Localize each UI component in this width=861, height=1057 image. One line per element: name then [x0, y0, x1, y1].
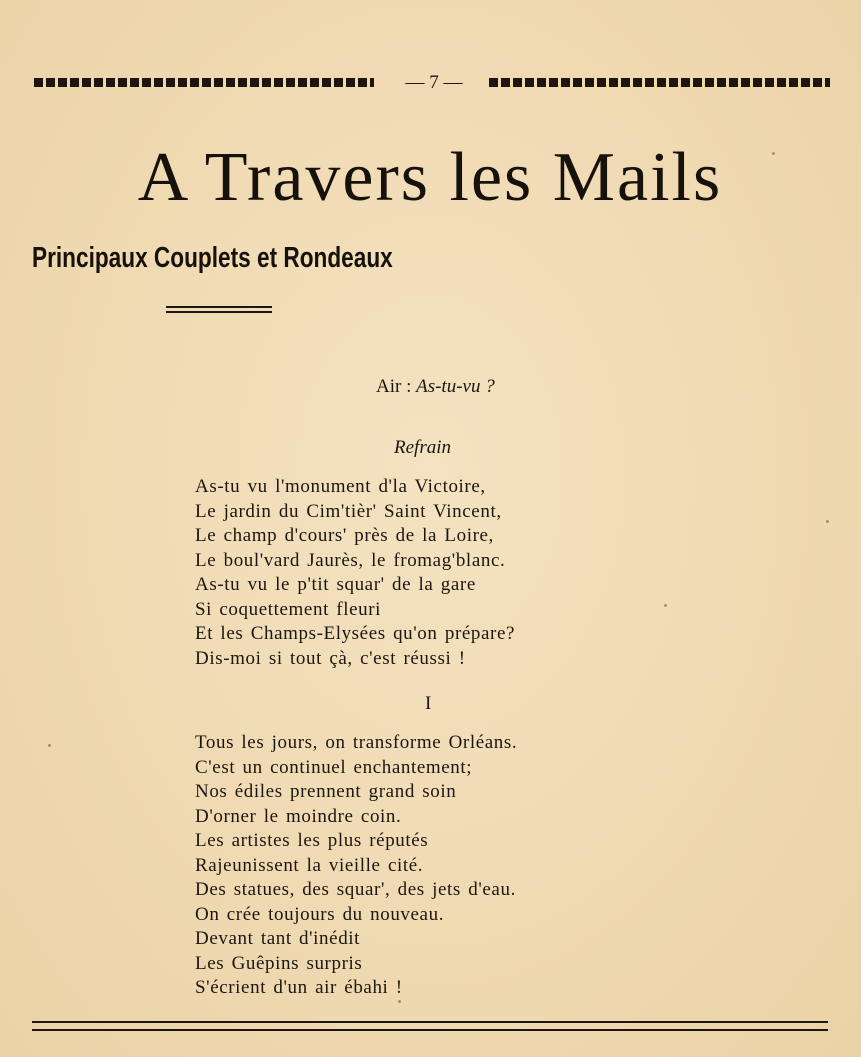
verse-line: Si coquettement fleuri — [195, 598, 382, 620]
verse-line: Les artistes les plus réputés — [195, 830, 429, 851]
paper-speck — [398, 1000, 401, 1003]
title-divider — [166, 306, 272, 313]
verse-line: Rajeunissent la vieille cité. — [195, 854, 424, 876]
verse-line: Le champ d'cours' près de la Loire, — [195, 525, 494, 546]
air-tune: As-tu-vu ? — [416, 376, 495, 397]
verse-line: Devant tant d'inédit — [195, 928, 361, 949]
air-indication — [376, 374, 495, 400]
verse-line: On crée toujours du nouveau. — [195, 903, 445, 925]
refrain-verse — [195, 475, 795, 671]
verse-one-heading: I — [425, 693, 432, 714]
page-subtitle: Principaux Couplets et Rondeaux — [32, 242, 393, 274]
footer-double-rule — [32, 1021, 828, 1031]
paper-speck — [664, 604, 667, 607]
verse-line: Tous les jours, on transforme Orléans. — [195, 732, 518, 753]
page-number: — 7 — — [405, 72, 463, 93]
verse-line: Dis-moi si tout çà, c'est réussi ! — [195, 647, 466, 669]
verse-line: Le jardin du Cim'tièr' Saint Vincent, — [195, 500, 502, 522]
verse-line: Et les Champs-Elysées qu'on prépare? — [195, 623, 516, 644]
page-header — [34, 72, 830, 94]
verse-one — [195, 731, 795, 1001]
paper-speck — [48, 744, 51, 747]
verse-line: D'orner le moindre coin. — [195, 805, 402, 827]
verse-line: Des statues, des squar', des jets d'eau. — [195, 879, 516, 900]
verse-line: Nos édiles prennent grand soin — [195, 781, 457, 802]
air-label: Air : — [376, 376, 412, 397]
paper-speck — [772, 152, 775, 155]
paper-speck — [826, 520, 829, 523]
verse-line: Le boul'vard Jaurès, le fromag'blanc. — [195, 549, 506, 571]
verse-line: Les Guêpins surpris — [195, 952, 363, 974]
verse-line: S'écrient d'un air ébahi ! — [195, 977, 403, 998]
page-title: A Travers les Mails — [137, 139, 723, 216]
verse-line: As-tu vu l'monument d'la Victoire, — [195, 476, 486, 497]
verse-line: As-tu vu le p'tit squar' de la gare — [195, 574, 476, 595]
header-ornament-left — [34, 78, 374, 87]
verse-line: C'est un continuel enchantement; — [195, 756, 473, 778]
refrain-heading: Refrain — [394, 437, 451, 458]
header-ornament-right — [489, 78, 830, 87]
